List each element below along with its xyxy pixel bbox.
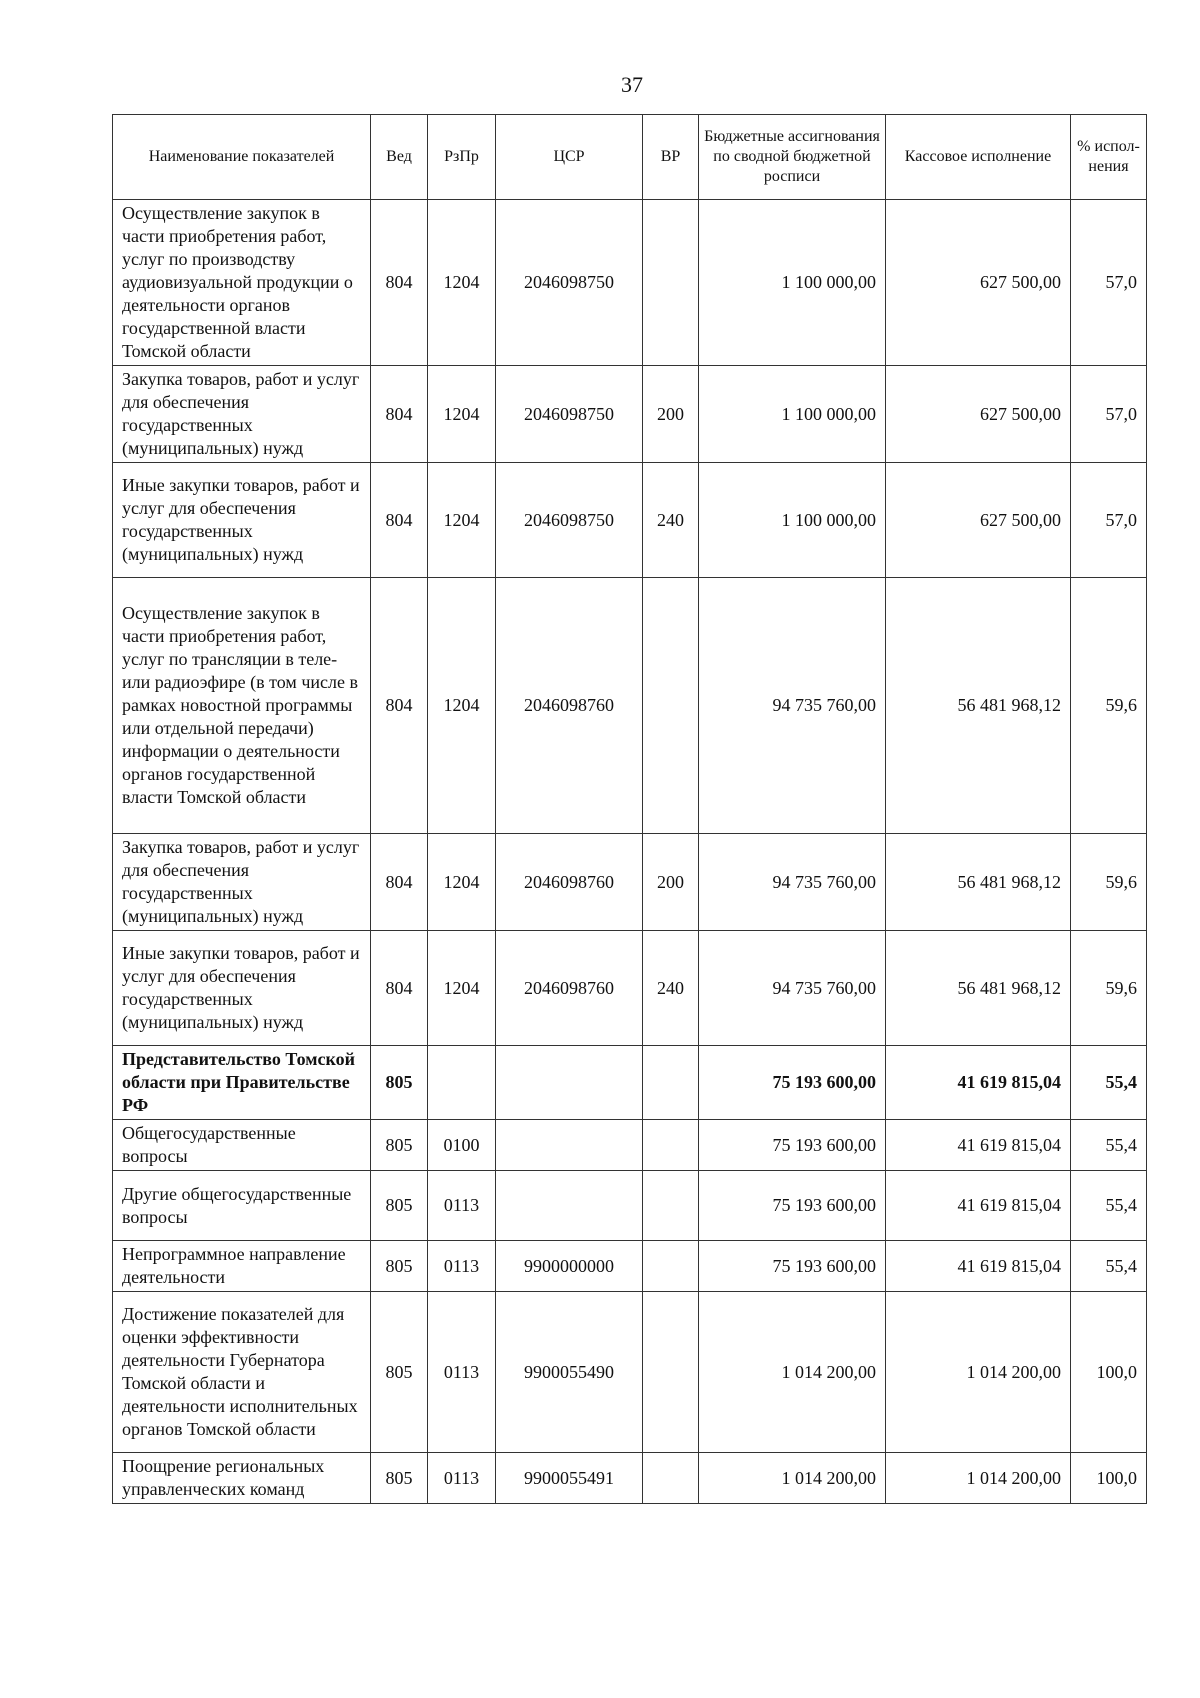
cell-rzpr: 0100	[428, 1120, 496, 1171]
cell-csr	[496, 1046, 643, 1120]
cell-percent: 55,4	[1071, 1171, 1147, 1241]
table-header-row	[113, 115, 1147, 200]
cell-csr: 2046098750	[496, 463, 643, 578]
cell-percent: 55,4	[1071, 1046, 1147, 1120]
cell-ved: 805	[371, 1046, 428, 1120]
cell-name: Общегосударственные вопросы	[113, 1120, 371, 1171]
table-row	[113, 366, 1147, 463]
cell-csr	[496, 1120, 643, 1171]
header-budget: Бюджетные ассигнования по сводной бюджетной росписи	[699, 115, 886, 200]
cell-cash: 41 619 815,04	[886, 1241, 1071, 1292]
cell-vr: 240	[643, 463, 699, 578]
table-row	[113, 578, 1147, 834]
table-row	[113, 834, 1147, 931]
header-ved: Вед	[371, 115, 428, 200]
cell-vr	[643, 200, 699, 366]
cell-name: Закупка товаров, работ и услуг для обеспечения государственных (муниципальных) нужд	[113, 366, 371, 463]
budget-execution-table	[112, 114, 1147, 1504]
page-number: 37	[621, 72, 643, 97]
cell-ved: 805	[371, 1453, 428, 1504]
cell-rzpr: 1204	[428, 834, 496, 931]
cell-vr: 200	[643, 366, 699, 463]
cell-name: Достижение показателей для оценки эффективности деятельности Губернатора Томской области и деятельности исполнительных органов Томской области	[113, 1292, 371, 1453]
cell-ved: 805	[371, 1120, 428, 1171]
cell-vr: 200	[643, 834, 699, 931]
table-row	[113, 931, 1147, 1046]
cell-ved: 804	[371, 834, 428, 931]
cell-budget: 1 100 000,00	[699, 463, 886, 578]
cell-rzpr: 1204	[428, 931, 496, 1046]
cell-budget: 1 014 200,00	[699, 1453, 886, 1504]
cell-csr: 9900055490	[496, 1292, 643, 1453]
cell-rzpr	[428, 1046, 496, 1120]
cell-percent: 59,6	[1071, 834, 1147, 931]
header-csr: ЦСР	[496, 115, 643, 200]
table-row	[113, 1046, 1147, 1120]
cell-vr	[643, 1241, 699, 1292]
cell-percent: 57,0	[1071, 200, 1147, 366]
cell-cash: 627 500,00	[886, 200, 1071, 366]
table-body	[113, 200, 1147, 1504]
cell-cash: 41 619 815,04	[886, 1171, 1071, 1241]
cell-cash: 627 500,00	[886, 366, 1071, 463]
cell-percent: 55,4	[1071, 1120, 1147, 1171]
cell-csr: 9900000000	[496, 1241, 643, 1292]
cell-budget: 75 193 600,00	[699, 1120, 886, 1171]
cell-budget: 75 193 600,00	[699, 1046, 886, 1120]
cell-percent: 55,4	[1071, 1241, 1147, 1292]
cell-budget: 75 193 600,00	[699, 1241, 886, 1292]
cell-percent: 100,0	[1071, 1453, 1147, 1504]
cell-vr	[643, 578, 699, 834]
cell-budget: 75 193 600,00	[699, 1171, 886, 1241]
cell-vr	[643, 1120, 699, 1171]
cell-csr: 2046098750	[496, 366, 643, 463]
cell-vr	[643, 1046, 699, 1120]
cell-name: Непрограммное направление деятельности	[113, 1241, 371, 1292]
cell-csr: 2046098760	[496, 578, 643, 834]
cell-percent: 57,0	[1071, 366, 1147, 463]
cell-cash: 627 500,00	[886, 463, 1071, 578]
cell-rzpr: 0113	[428, 1171, 496, 1241]
header-name: Наименование показателей	[113, 115, 371, 200]
cell-rzpr: 1204	[428, 366, 496, 463]
cell-name: Представительство Томской области при Правительстве РФ	[113, 1046, 371, 1120]
cell-vr	[643, 1453, 699, 1504]
cell-name: Иные закупки товаров, работ и услуг для обеспечения государственных (муниципальных) нужд	[113, 463, 371, 578]
cell-rzpr: 0113	[428, 1453, 496, 1504]
cell-csr: 2046098760	[496, 834, 643, 931]
cell-rzpr: 1204	[428, 578, 496, 834]
cell-rzpr: 1204	[428, 200, 496, 366]
header-percent: % испол-нения	[1071, 115, 1147, 200]
cell-csr	[496, 1171, 643, 1241]
cell-cash: 1 014 200,00	[886, 1453, 1071, 1504]
cell-name: Другие общегосударственные вопросы	[113, 1171, 371, 1241]
cell-name: Закупка товаров, работ и услуг для обеспечения государственных (муниципальных) нужд	[113, 834, 371, 931]
cell-rzpr: 1204	[428, 463, 496, 578]
cell-ved: 805	[371, 1241, 428, 1292]
cell-name: Поощрение региональных управленческих команд	[113, 1453, 371, 1504]
cell-budget: 1 014 200,00	[699, 1292, 886, 1453]
cell-name: Осуществление закупок в части приобретения работ, услуг по производству аудиовизуальной продукции о деятельности органов государственной власти Томской области	[113, 200, 371, 366]
cell-cash: 1 014 200,00	[886, 1292, 1071, 1453]
header-vr: ВР	[643, 115, 699, 200]
cell-name: Иные закупки товаров, работ и услуг для обеспечения государственных (муниципальных) нужд	[113, 931, 371, 1046]
cell-percent: 59,6	[1071, 931, 1147, 1046]
cell-budget: 1 100 000,00	[699, 366, 886, 463]
table-row	[113, 463, 1147, 578]
cell-cash: 56 481 968,12	[886, 931, 1071, 1046]
cell-cash: 41 619 815,04	[886, 1046, 1071, 1120]
table-row	[113, 1171, 1147, 1241]
cell-rzpr: 0113	[428, 1241, 496, 1292]
cell-percent: 59,6	[1071, 578, 1147, 834]
cell-cash: 41 619 815,04	[886, 1120, 1071, 1171]
cell-ved: 804	[371, 366, 428, 463]
table-row	[113, 1292, 1147, 1453]
cell-csr: 2046098760	[496, 931, 643, 1046]
cell-ved: 804	[371, 931, 428, 1046]
cell-ved: 804	[371, 463, 428, 578]
cell-rzpr: 0113	[428, 1292, 496, 1453]
cell-budget: 94 735 760,00	[699, 931, 886, 1046]
table-row	[113, 1120, 1147, 1171]
cell-budget: 1 100 000,00	[699, 200, 886, 366]
cell-cash: 56 481 968,12	[886, 834, 1071, 931]
table-row	[113, 1453, 1147, 1504]
cell-budget: 94 735 760,00	[699, 834, 886, 931]
header-cash: Кассовое исполнение	[886, 115, 1071, 200]
cell-name: Осуществление закупок в части приобретения работ, услуг по трансляции в теле- или радиоэфире (в том числе в рамках новостной программы или отдельной передачи) информации о деятельности органов государственной власти Томской области	[113, 578, 371, 834]
table-row	[113, 200, 1147, 366]
cell-csr: 2046098750	[496, 200, 643, 366]
cell-vr: 240	[643, 931, 699, 1046]
cell-cash: 56 481 968,12	[886, 578, 1071, 834]
table-row	[113, 1241, 1147, 1292]
cell-budget: 94 735 760,00	[699, 578, 886, 834]
cell-vr	[643, 1292, 699, 1453]
cell-csr: 9900055491	[496, 1453, 643, 1504]
cell-percent: 100,0	[1071, 1292, 1147, 1453]
cell-ved: 805	[371, 1171, 428, 1241]
header-rzpr: РзПр	[428, 115, 496, 200]
cell-percent: 57,0	[1071, 463, 1147, 578]
cell-ved: 804	[371, 200, 428, 366]
cell-vr	[643, 1171, 699, 1241]
cell-ved: 805	[371, 1292, 428, 1453]
cell-ved: 804	[371, 578, 428, 834]
